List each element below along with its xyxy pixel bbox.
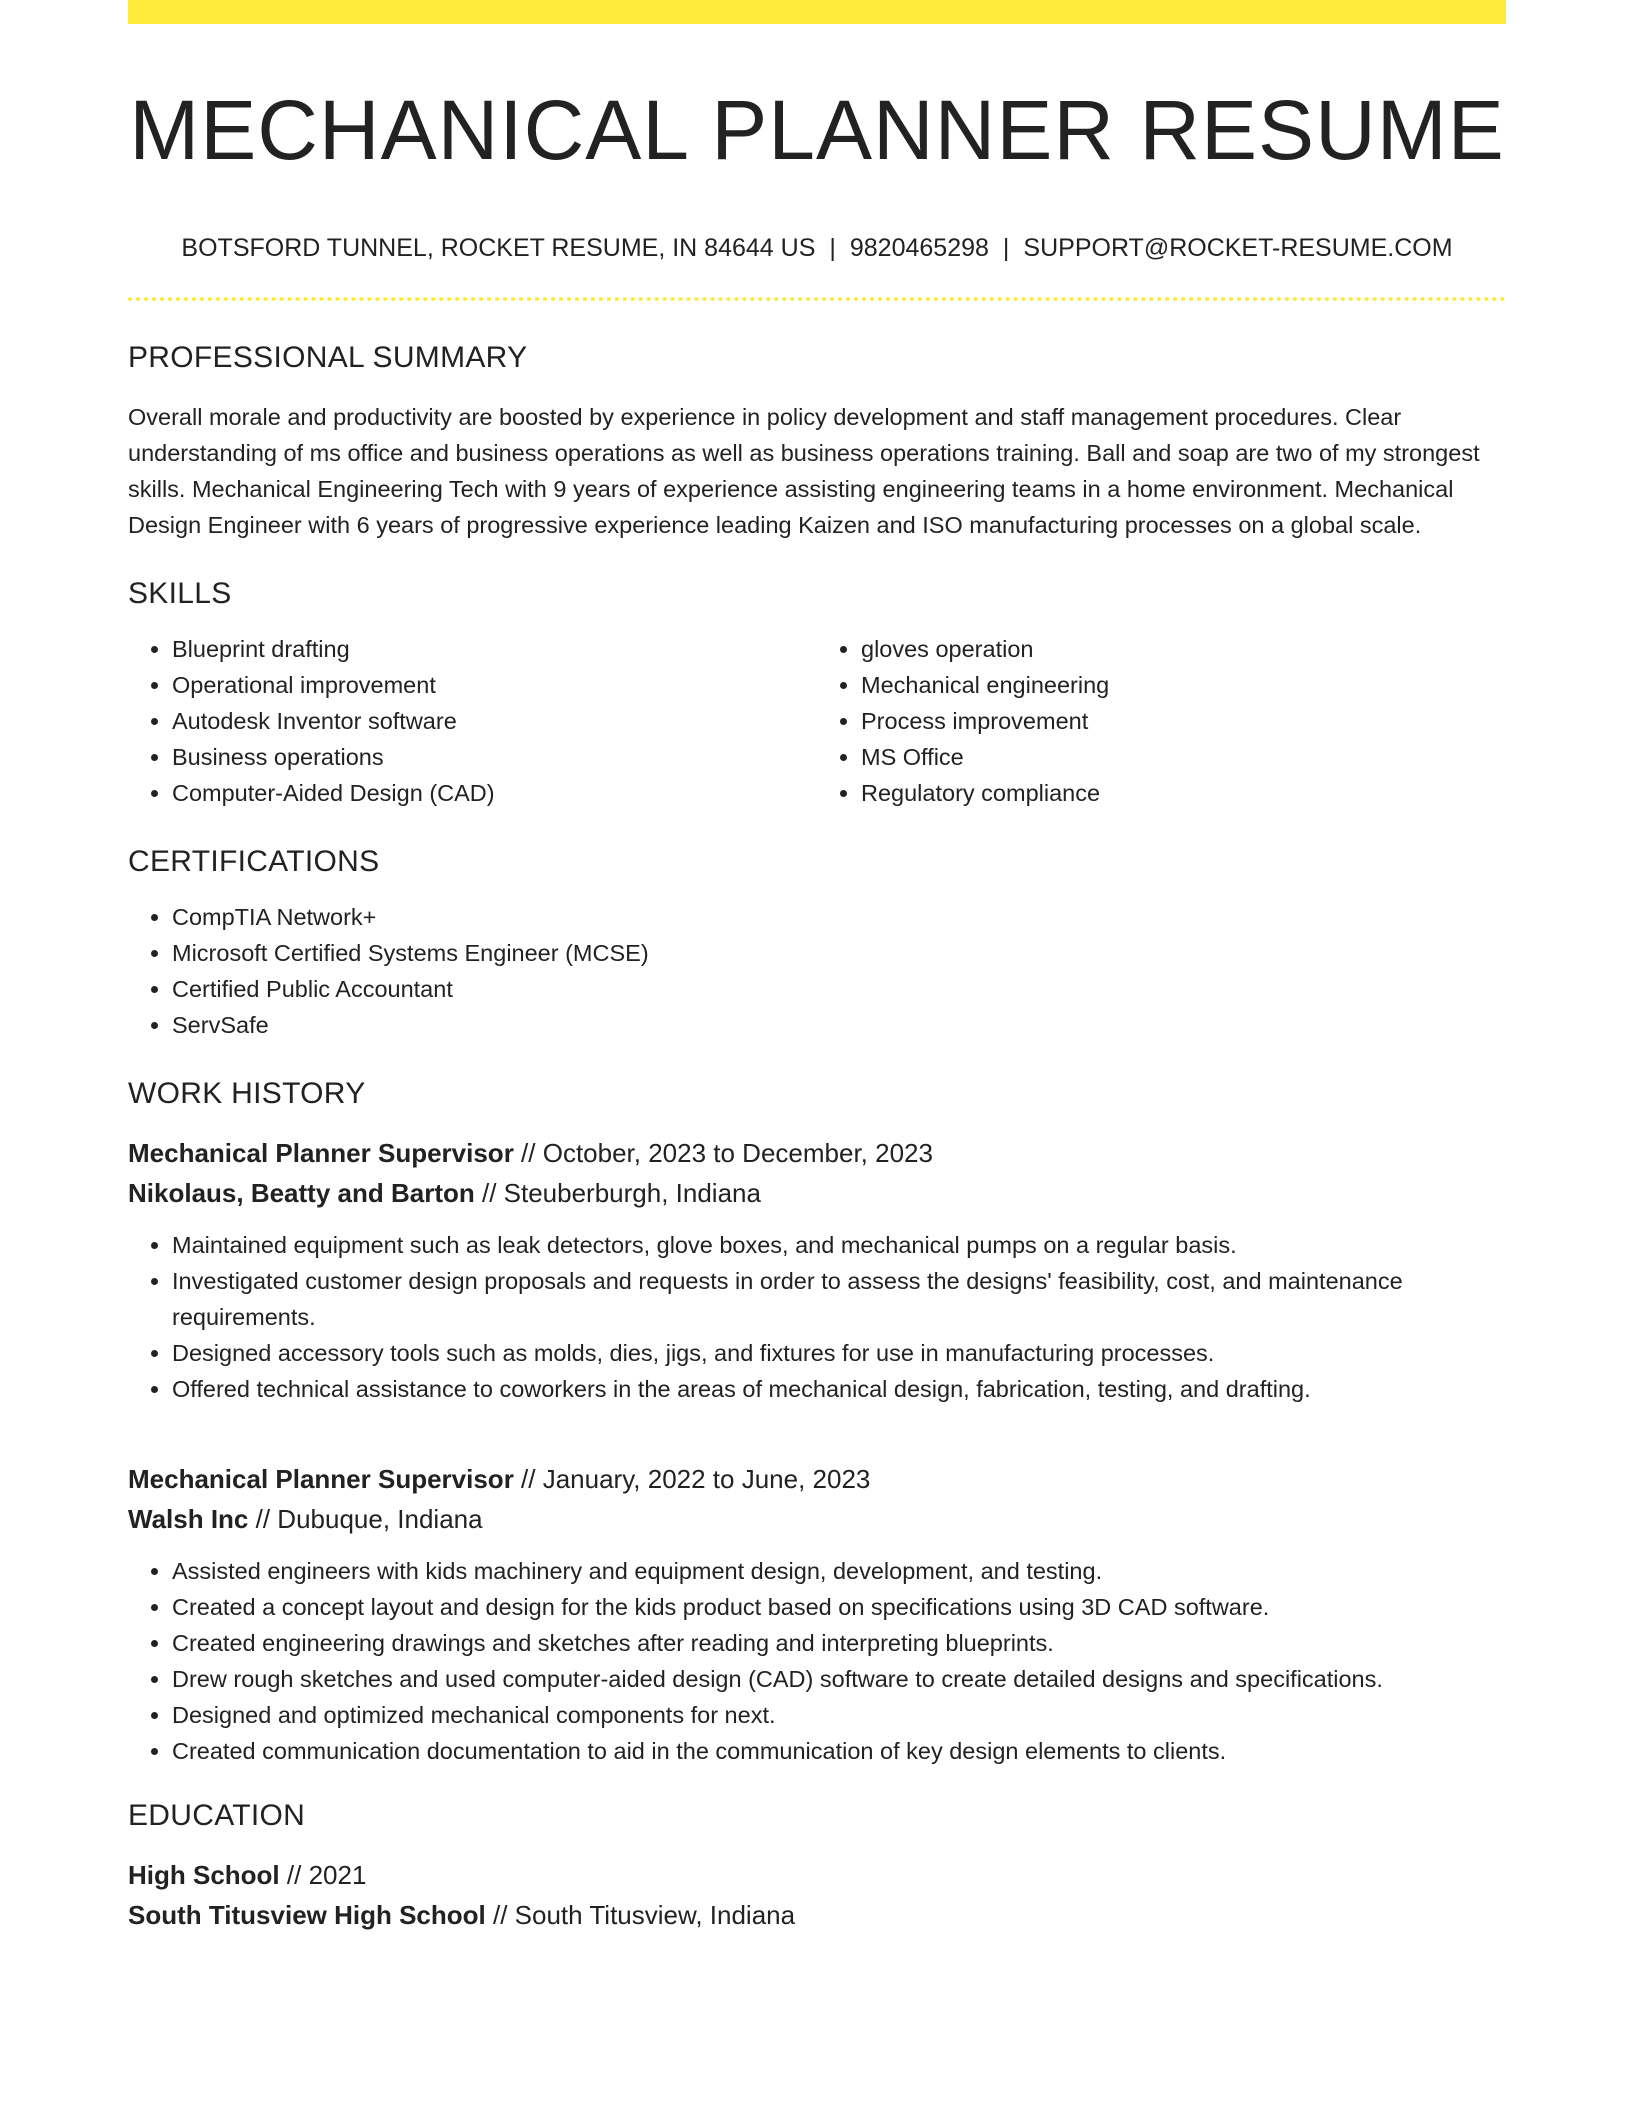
certifications-heading: CERTIFICATIONS [128,845,380,879]
job-role-line [128,1133,1506,1173]
education-school-line [128,1895,1506,1935]
job-dates: // January, 2022 to June, 2023 [521,1464,871,1495]
education-year: // 2021 [286,1860,367,1891]
skill-item: • Autodesk Inventor software [172,703,817,739]
skill-item: • Mechanical engineering [861,667,1506,703]
job-bullet: • Assisted engineers with kids machinery and equipment design, development, and testing. [172,1553,1506,1589]
education-school: South Titusview High School [128,1900,486,1931]
job-bullet: • Maintained equipment such as leak detectors, glove boxes, and mechanical pumps on a regular basis. [172,1227,1506,1263]
job-location: // Dubuque, Indiana [255,1504,483,1535]
contact-separator: | [1002,234,1010,263]
job-role: Mechanical Planner Supervisor [128,1138,514,1169]
skill-item: • Regulatory compliance [861,775,1506,811]
summary-heading: PROFESSIONAL SUMMARY [128,341,528,375]
header-divider [128,297,1506,301]
skill-item: • MS Office [861,739,1506,775]
job-entry [128,1133,1506,1407]
education-heading: EDUCATION [128,1799,306,1833]
job-bullet: • Designed and optimized mechanical components for next. [172,1697,1506,1733]
job-bullet: • Created engineering drawings and sketches after reading and interpreting blueprints. [172,1625,1506,1661]
job-role-line [128,1459,1506,1499]
certification-item: • ServSafe [172,1007,1506,1043]
education-location: // South Titusview, Indiana [493,1900,796,1931]
contact-line [128,234,1506,263]
job-bullet: • Offered technical assistance to coworkers in the areas of mechanical design, fabrication, testing, and drafting. [172,1371,1506,1407]
job-company: Walsh Inc [128,1504,249,1535]
job-location: // Steuberburgh, Indiana [481,1178,761,1209]
job-company-line [128,1173,1506,1213]
job-bullet: • Created communication documentation to aid in the communication of key design elements to clients. [172,1733,1506,1769]
contact-address: BOTSFORD TUNNEL, ROCKET RESUME, IN 84644 US [181,234,816,263]
certifications-list [128,899,1506,1043]
skill-item: • Computer-Aided Design (CAD) [172,775,817,811]
certification-item: • Certified Public Accountant [172,971,1506,1007]
skills-grid [128,611,1506,811]
skills-heading: SKILLS [128,577,232,611]
job-entry [128,1459,1506,1769]
summary-text: Overall morale and productivity are boosted by experience in policy development and staff management procedures. Clear understanding of ms office and business operations as well as business operations training. Ball and soap are two of my strongest skills. Mechanical Engineering Tech with 9 years of experience assisting engineering teams in a home environment. Mechanical Design Engineer with 6 years of progressive experience leading Kaizen and ISO manufacturing processes on a global scale. [128,404,1480,539]
skill-item: • gloves operation [861,631,1506,667]
job-bullet: • Drew rough sketches and used computer-aided design (CAD) software to create detailed designs and specifications. [172,1661,1506,1697]
work-history-heading: WORK HISTORY [128,1077,366,1111]
job-bullet: • Created a concept layout and design for the kids product based on specifications using 3D CAD software. [172,1589,1506,1625]
education-degree: High School [128,1860,280,1891]
job-bullets [128,1227,1506,1407]
education-entry [128,1855,1506,1935]
resume-page [128,0,1506,1935]
contact-separator: | [829,234,836,263]
skill-item: • Operational improvement [172,667,817,703]
certification-item: • Microsoft Certified Systems Engineer (MCSE) [172,935,1506,971]
skill-item: • Business operations [172,739,817,775]
resume-title: MECHANICAL PLANNER RESUME [129,83,1505,177]
job-company: Nikolaus, Beatty and Barton [128,1178,475,1209]
education-degree-line [128,1855,1506,1895]
skills-list-left [128,631,817,811]
certification-item: • CompTIA Network+ [172,899,1506,935]
skill-item: • Process improvement [861,703,1506,739]
job-dates: // October, 2023 to December, 2023 [521,1138,933,1169]
contact-phone[interactable]: 9820465298 [849,234,989,263]
top-accent-bar [128,0,1506,24]
job-bullets [128,1553,1506,1769]
job-bullet: • Designed accessory tools such as molds, dies, jigs, and fixtures for use in manufacturing processes. [172,1335,1506,1371]
contact-email[interactable]: SUPPORT@ROCKET-RESUME.COM [1023,234,1453,263]
job-company-line [128,1499,1506,1539]
job-role: Mechanical Planner Supervisor [128,1464,514,1495]
skills-list-right [817,631,1506,811]
skill-item: • Blueprint drafting [172,631,817,667]
job-bullet: • Investigated customer design proposals and requests in order to assess the designs' feasibility, cost, and maintenance requirements. [172,1263,1506,1335]
